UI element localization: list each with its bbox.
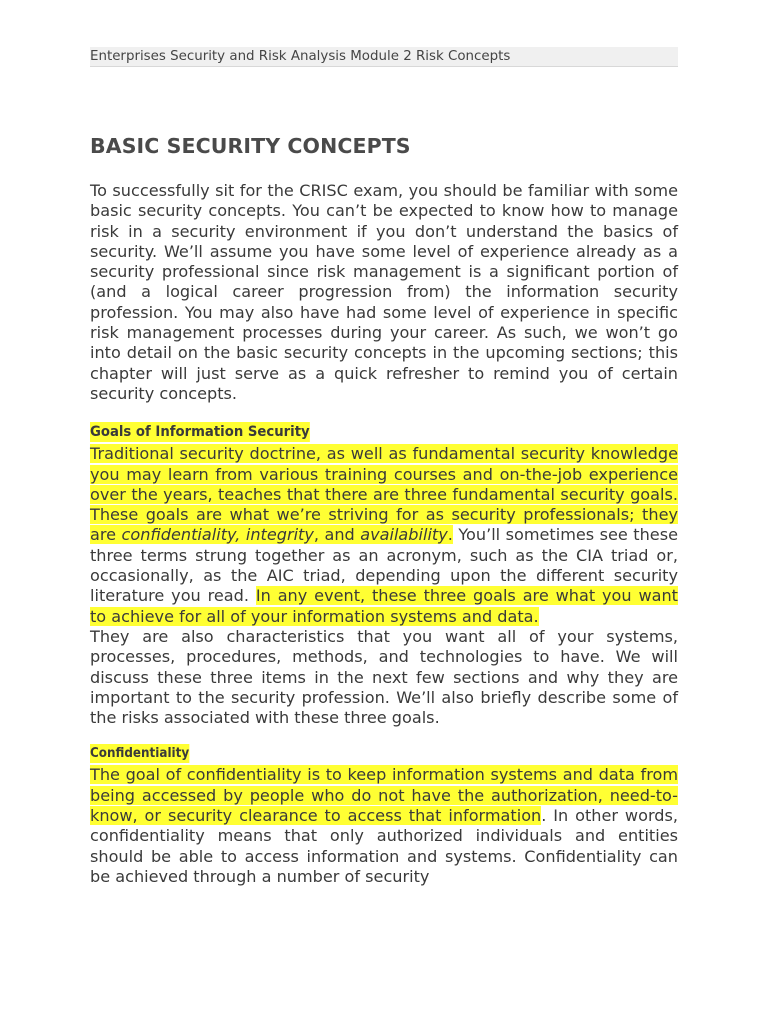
confidentiality-paragraph bbox=[90, 765, 678, 887]
term-separator-1: , bbox=[235, 525, 246, 545]
goals-section bbox=[90, 404, 678, 444]
goals-paragraph-2: They are also characteristics that you want all of your systems, processes, procedures, methods, and technologies to have. We will discuss these three items in the next few sections and why they are important to the security profession. We’ll also briefly describe some of the risks associated with these three goals. bbox=[90, 626, 678, 728]
goals-text-1: Traditional security doctrine, as well as fundamental security knowledge you may learn from various training courses and on-the-job experience over the years, teaches that there are three fundamental security goals. These goals are what we’re striving for as security professionals; they are bbox=[90, 444, 678, 545]
term-period: . bbox=[447, 525, 453, 545]
confidentiality-text-plain: . In other words, confidentiality means that only authorized individuals and entities should be able to access information and systems. Confidentiality can be achieved through a number of security bbox=[90, 806, 678, 886]
term-separator-2: , and bbox=[313, 525, 361, 545]
document-page bbox=[90, 0, 678, 887]
confidentiality-section bbox=[90, 728, 678, 765]
confidentiality-heading: Confidentiality bbox=[90, 746, 190, 762]
term-integrity: integrity bbox=[245, 525, 314, 545]
term-availability: availability bbox=[360, 525, 448, 545]
goals-paragraph-1 bbox=[90, 444, 678, 627]
term-confidentiality: confidentiality bbox=[121, 525, 236, 545]
intro-paragraph: To successfully sit for the CRISC exam, you should be familiar with some basic security concepts. You can’t be expected to know how to manage risk in a security environment if you don’t understand the basics of security. We’ll assume you have some level of experience already as a security professional since risk management is a significant portion of (and a logical career progression from) the information security profession. You may also have had some level of experience in specific risk management processes during your career. As such, we won’t go into detail on the basic security concepts in the upcoming sections; this chapter will just serve as a quick refresher to remind you of certain security concepts. bbox=[90, 181, 678, 403]
page-title: BASIC SECURITY CONCEPTS bbox=[90, 134, 411, 158]
confidentiality-highlight: The goal of confidentiality is to keep information systems and data from being accessed by people who do not have the authorization, need-to-know, or security clearance to access that information bbox=[90, 765, 678, 826]
goals-highlight-2: In any event, these three goals are what you want to achieve for all of your information systems and data. bbox=[90, 586, 678, 626]
goals-text-plain: You’ll sometimes see these three terms strung together as an acronym, such as the CIA triad or, occasionally, as the AIC triad, depending upon the different security literature you read. bbox=[90, 525, 678, 606]
goals-heading: Goals of Information Security bbox=[90, 424, 310, 441]
running-header: Enterprises Security and Risk Analysis Module 2 Risk Concepts bbox=[90, 47, 678, 67]
